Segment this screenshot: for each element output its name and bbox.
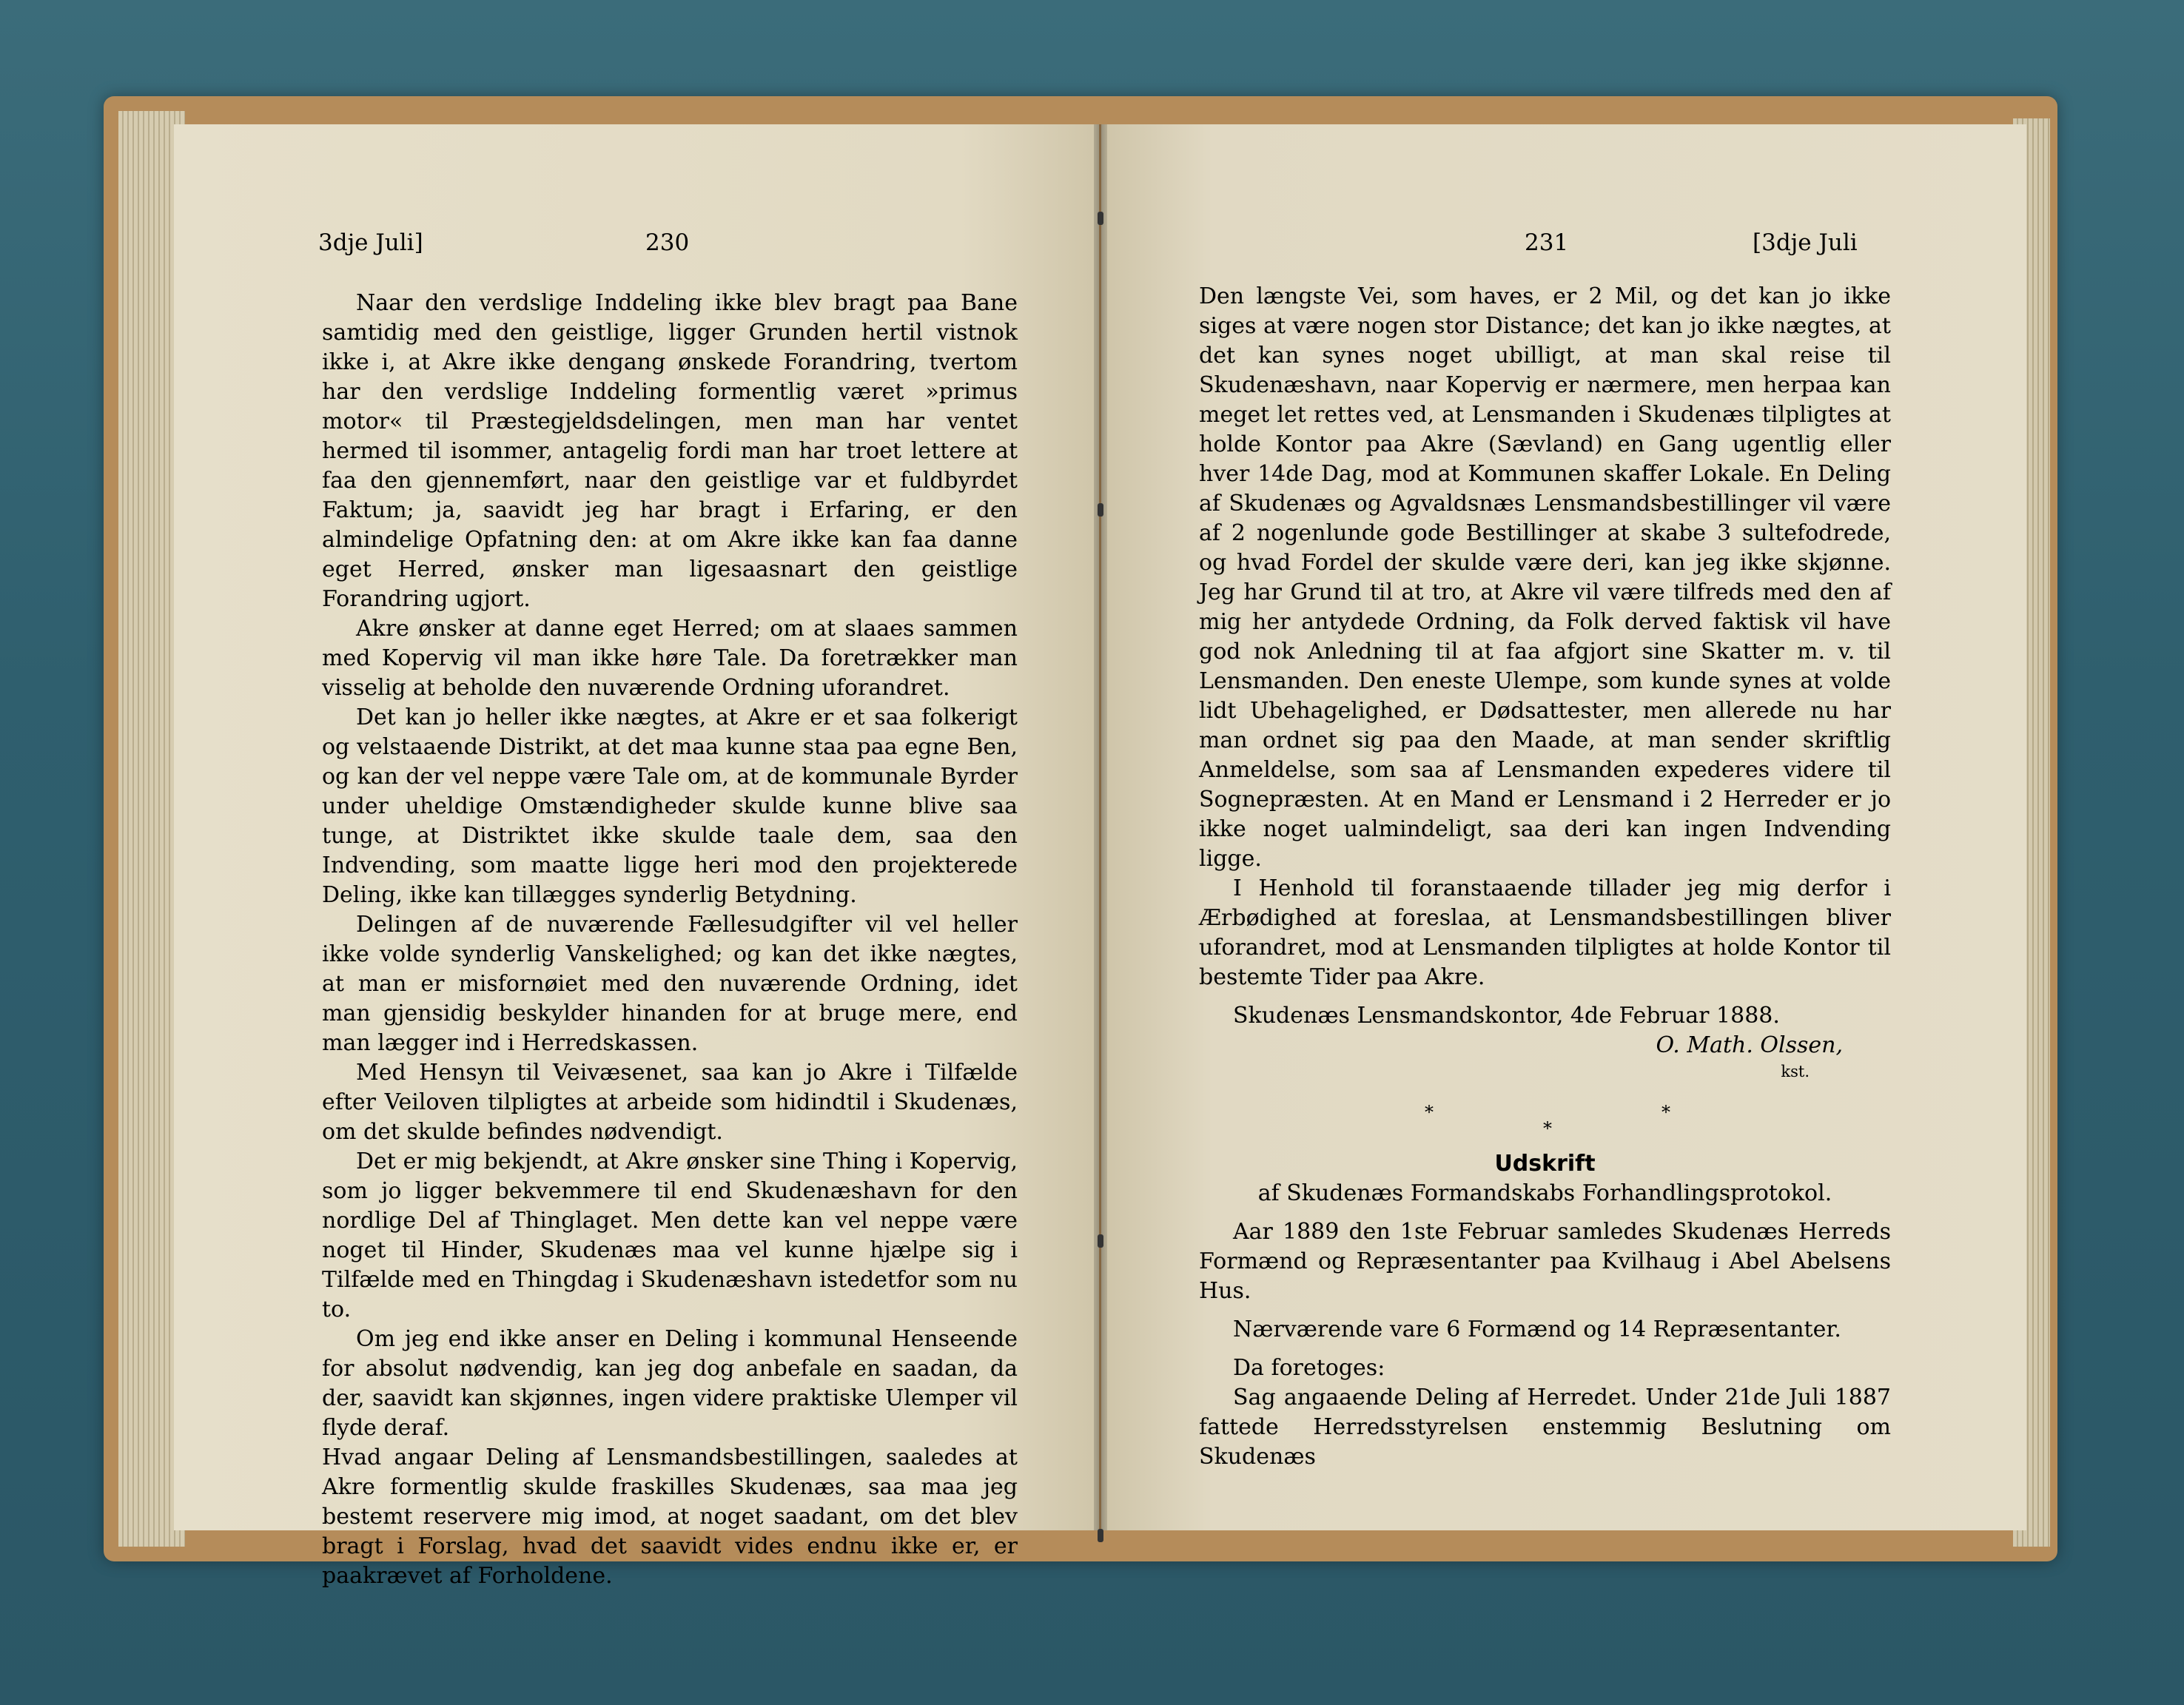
paragraph: Nærværende vare 6 Formænd og 14 Repræsentanter. (1233, 1316, 1841, 1342)
book-gutter (1094, 124, 1107, 1530)
paragraph: Hvad angaar Deling af Lensmandsbestillingen, saaledes at Akre formentlig skulde fraskilles Skudenæs, saa maa jeg bestemt reservere mig imod, at noget saadant, om det blev bragt i Forslag, hvad det saavidt vides endnu ikke er, er paakrævet af Forholdene. (322, 1445, 1018, 1589)
paragraph: Akre ønsker at danne eget Herred; om at slaaes sammen med Kopervig vil man ikke høre Tale. Da foretrækker man visselig at beholde den nuværende Ordning uforandret. (322, 616, 1018, 701)
signature: O. Math. Olssen, (1656, 1032, 1843, 1058)
right-page-number: 231 (1525, 229, 1569, 256)
paragraph: Om jeg end ikke anser en Deling i kommunal Henseende for absolut nødvendig, kan jeg dog anbefale en saadan, da der, saavidt kan skjønnes, ingen videre praktiske Ulemper vil flyde deraf. (322, 1326, 1018, 1441)
paragraph: Det er mig bekjendt, at Akre ønsker sine Thing i Kopervig, som jo ligger bekvemmere til end Skudenæshavn for den nordlige Del af Thinglaget. Men dette kan vel neppe være noget til Hinder, Skudenæs maa vel kunne hjælpe sig i Tilfælde med en Thingdag i Skudenæshavn istedetfor som nu to. (322, 1149, 1018, 1322)
binding-stitch (1098, 1529, 1103, 1542)
binding-stitch (1098, 212, 1103, 225)
section-divider (1199, 1083, 1891, 1142)
left-running-header: 3dje Juli] (318, 229, 423, 256)
paragraph: Delingen af de nuværende Fællesudgifter vil vel heller ikke volde synderlig Vanskelighed; og kan det ikke nægtes, at man er misfornøiet med den nuværende Ordning, idet man gjensidig beskylder hinanden for at bruge mere, end man lægger ind i Herredskassen. (322, 912, 1018, 1056)
right-running-header: [3dje Juli (1753, 229, 1858, 256)
paragraph: Da foretoges: (1233, 1355, 1385, 1381)
signature-title: kst. (1781, 1063, 1810, 1080)
section-title: Udskrift (1494, 1151, 1596, 1177)
paragraph: Aar 1889 den 1ste Februar samledes Skudenæs Herreds Formænd og Repræsentanter paa Kvilhaug i Abel Abelsens Hus. (1199, 1219, 1891, 1304)
paragraph: I Henhold til foranstaaende tillader jeg mig derfor i Ærbødighed at foreslaa, at Lensmandsbestillingen bliver uforandret, mod at Lensmanden tilpligtes at holde Kontor til bestemte Tider paa Akre. (1199, 875, 1891, 990)
asterisk: * (1425, 1102, 1434, 1123)
paragraph: Naar den verdslige Inddeling ikke blev bragt paa Bane samtidig med den geistlige, ligger Grunden hertil vistnok ikke i, at Akre ikke dengang ønskede Forandring, tvertom har den verdslige Inddeling formentlig været »primus motor« til Præstegjeldsdelingen, men man har ventet hermed til isommer, antagelig fordi man har troet lettere at faa den gjennemført, naar den geistlige var et fuldbyrdet Faktum; ja, saavidt jeg har bragt i Erfaring, er den almindelige Opfatning den: at om Akre ikke kan faa danne eget Herred, ønsker man ligesaasnart den geistlige Forandring ugjort. (322, 290, 1018, 612)
left-page-number: 230 (645, 229, 690, 256)
paragraph: Den længste Vei, som haves, er 2 Mil, og det kan jo ikke siges at være nogen stor Distance; det kan jo ikke nægtes, at det kan synes noget ubilligt, at man skal reise til Skudenæshavn, naar Kopervig er nærmere, men herpaa kan meget let rettes ved, at Lensmanden i Skudenæs tilpligtes at holde Kontor paa Akre (Sævland) en Gang ugentlig eller hver 14de Dag, mod at Kommunen skaffer Lokale. En Deling af Skudenæs og Agvaldsnæs Lensmandsbestillinger vil være af 2 nogenlunde gode Bestillinger at skabe 3 sultefodrede, og hvad Fordel der skulde være deri, kan jeg ikke skjønne. Jeg har Grund til at tro, at Akre vil være tilfreds med den af mig her antydede Ordning, da Folk derved faktisk vil have god nok Anledning til at faa afgjort sine Skatter m. v. til Lensmanden. Den eneste Ulempe, som kunde synes at volde lidt Ubehagelighed, er Dødsattester, men allerede nu har man ordnet sig paa den Maade, at man sender skriftlig Anmeldelse, som saa af Lensmanden expederes videre til Sognepræsten. At en Mand er Lensmand i 2 Herreder er jo ikke noget ualmindeligt, saa deri kan ingen Indvending ligge. (1199, 283, 1891, 872)
place-date: Skudenæs Lensmandskontor, 4de Februar 1888. (1233, 1003, 1780, 1029)
binding-stitch (1098, 1234, 1103, 1248)
asterisk: * (1661, 1102, 1670, 1123)
paragraph: Med Hensyn til Veivæsenet, saa kan jo Akre i Tilfælde efter Veiloven tilpligtes at arbeide som hidindtil i Skudenæs, om det skulde befindes nødvendigt. (322, 1060, 1018, 1145)
section-subtitle: af Skudenæs Formandskabs Forhandlingsprotokol. (1257, 1180, 1832, 1206)
asterisk: * (1543, 1118, 1552, 1139)
left-page-text (322, 289, 1018, 1591)
binding-stitch (1098, 503, 1103, 517)
paragraph: Sag angaaende Deling af Herredet. Under 21de Juli 1887 fattede Herredsstyrelsen enstemmig Beslutning om Skudenæs (1199, 1385, 1891, 1470)
right-page-text (1199, 282, 1891, 1472)
paragraph: Det kan jo heller ikke nægtes, at Akre er et saa folkerigt og velstaaende Distrikt, at det maa kunne staa paa egne Ben, og kan der vel neppe være Tale om, at de kommunale Byrder under uheldige Omstændigheder skulde kunne blive saa tunge, at Distriktet ikke skulde taale dem, saa den Indvending, som maatte ligge heri mod den projekterede Deling, ikke kan tillægges synderlig Betydning. (322, 704, 1018, 908)
